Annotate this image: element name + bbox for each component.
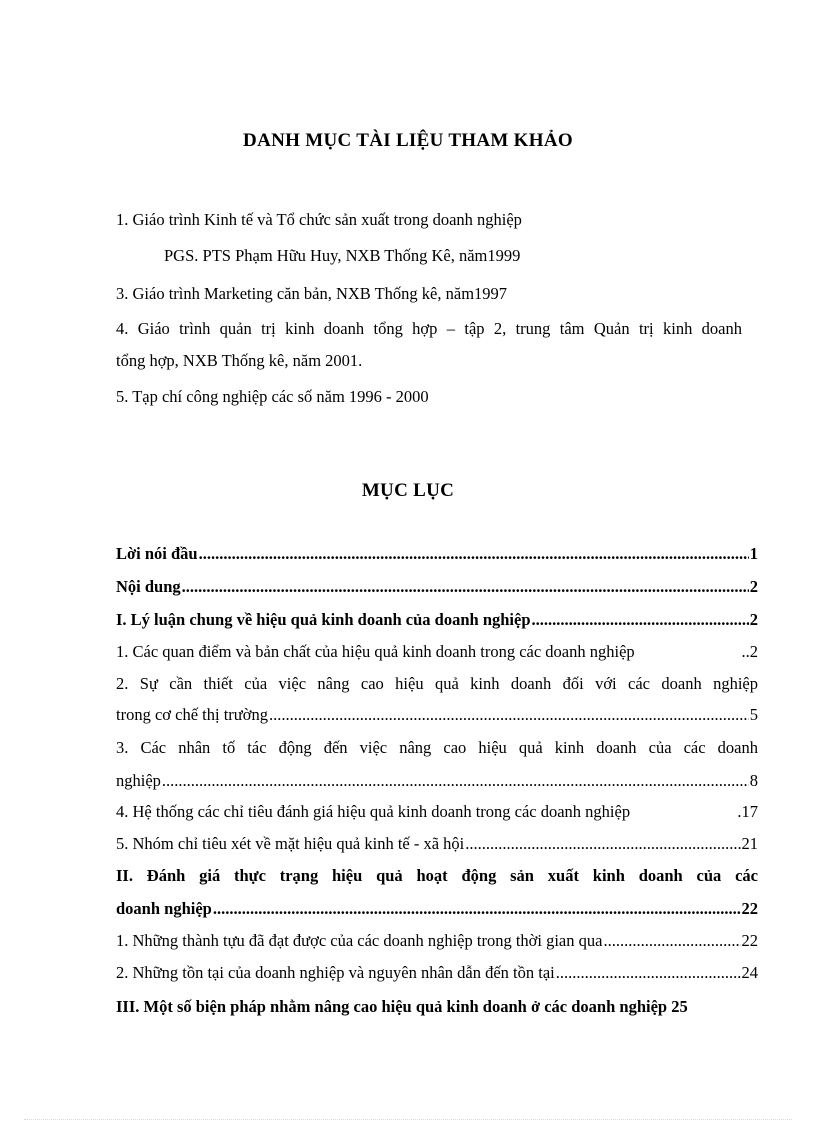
toc-entry-page: 24 (741, 963, 758, 982)
toc-entry-page: 2 (749, 610, 758, 629)
toc-entry (116, 544, 758, 564)
toc-entry-text: 5. Nhóm chỉ tiêu xét về mặt hiệu quả kinh tế - xã hội (116, 834, 465, 853)
toc-entry (116, 577, 758, 597)
reference-item: 3. Giáo trình Marketing căn bản, NXB Thống kê, năm1997 (116, 284, 508, 303)
toc-entry-text: 2. Những tồn tại của doanh nghiệp và nguyên nhân dẫn đến tồn tại (116, 963, 555, 982)
toc-entry (116, 963, 758, 983)
reference-item: tổng hợp, NXB Thống kê, năm 2001. (116, 351, 363, 370)
toc-entry-page: .17 (737, 802, 758, 821)
toc-entry-page: 21 (741, 834, 758, 853)
toc-entry-page: 22 (741, 931, 758, 950)
reference-item: 5. Tạp chí công nghiệp các số năm 1996 - 2000 (116, 387, 429, 406)
toc-entry: II. Đánh giá thực trạng hiệu quả hoạt động sản xuất kinh doanh của các (116, 866, 758, 885)
toc-entry-page: 1 (749, 544, 758, 563)
toc-entry-page: 22 (741, 899, 758, 918)
toc-entry-text: nghiệp (116, 771, 161, 790)
page-bottom-rule (24, 1119, 792, 1120)
dot-leader (556, 963, 741, 983)
toc-entry (116, 931, 758, 951)
dot-leader (199, 544, 749, 564)
toc-entry-text: 1. Những thành tựu đã đạt được của các doanh nghiệp trong thời gian qua (116, 931, 603, 950)
reference-item: 1. Giáo trình Kinh tế và Tổ chức sản xuất trong doanh nghiệp (116, 210, 522, 229)
toc-entry-text: 4. Hệ thống các chỉ tiêu đánh giá hiệu quả kinh doanh trong các doanh nghiệp (116, 802, 631, 821)
toc-entry (116, 899, 758, 919)
toc-entry-text: doanh nghiệp (116, 899, 212, 918)
toc-entry (116, 771, 758, 791)
dot-leader (182, 577, 749, 597)
toc-entry-page: 8 (749, 771, 758, 790)
toc-entry-text: Nội dung (116, 577, 181, 596)
dot-leader (465, 834, 740, 854)
toc-entry: 2. Sự cần thiết của việc nâng cao hiệu quả kinh doanh đối với các doanh nghiệp (116, 674, 758, 693)
dot-leader (532, 610, 749, 630)
dot-leader (269, 705, 749, 725)
toc-entry-text: 1. Các quan điểm và bản chất của hiệu quả kinh doanh trong các doanh nghiệp (116, 642, 635, 661)
toc-entry (116, 802, 758, 822)
toc-entry: III. Một số biện pháp nhằm nâng cao hiệu quả kinh doanh ở các doanh nghiệp 25 (116, 997, 688, 1016)
toc-entry-text: I. Lý luận chung về hiệu quả kinh doanh của doanh nghiệp (116, 610, 531, 629)
dot-leader (603, 931, 740, 951)
references-title: DANH MỤC TÀI LIỆU THAM KHẢO (243, 130, 573, 151)
toc-entry-page: 2 (749, 577, 758, 596)
toc-entry-page: ..2 (741, 642, 758, 661)
dot-leader (213, 899, 741, 919)
toc-entry (116, 834, 758, 854)
dot-leader (162, 771, 749, 791)
toc-entry: 3. Các nhân tố tác động đến việc nâng cao hiệu quả kinh doanh của các doanh (116, 738, 758, 757)
toc-entry (116, 642, 758, 662)
toc-entry (116, 610, 758, 630)
toc-title: MỤC LỤC (361, 480, 455, 501)
toc-entry-page: 5 (749, 705, 758, 724)
toc-entry-text: trong cơ chế thị trường (116, 705, 268, 724)
reference-item: 4. Giáo trình quản trị kinh doanh tổng hợp – tập 2, trung tâm Quản trị kinh doanh (116, 319, 742, 338)
toc-entry-text: Lời nói đầu (116, 544, 198, 563)
reference-item: PGS. PTS Phạm Hữu Huy, NXB Thống Kê, năm1999 (164, 246, 521, 265)
toc-entry (116, 705, 758, 725)
